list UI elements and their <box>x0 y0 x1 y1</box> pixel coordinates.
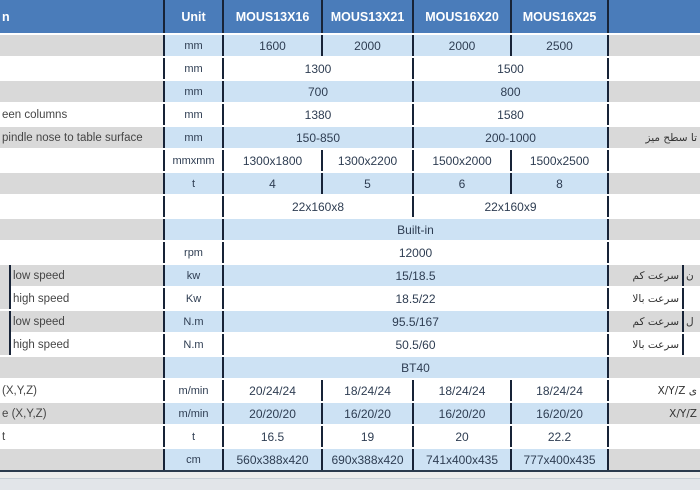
row-label: pindle nose to table surface <box>0 126 164 149</box>
unit-cell <box>164 218 223 241</box>
value-cell: 1300x2200 <box>322 149 413 172</box>
value-cell: 200-1000 <box>413 126 608 149</box>
model-header: MOUS13X16 <box>223 0 322 34</box>
fa-label <box>608 356 700 379</box>
left-merged-label-fragment <box>0 264 10 310</box>
value-cell: 1380 <box>223 103 413 126</box>
unit-cell: mmxmm <box>164 149 223 172</box>
table-row <box>0 57 700 80</box>
value-cell: 1600 <box>223 34 322 57</box>
unit-cell: m/min <box>164 379 223 402</box>
row-label <box>0 57 164 80</box>
fa-label: X/Y/Z ی <box>608 379 700 402</box>
value-cell: 1500x2500 <box>511 149 608 172</box>
row-label: e (X,Y,Z) <box>0 402 164 425</box>
bottom-margin-upper <box>0 472 700 479</box>
unit-cell <box>164 356 223 379</box>
unit-cell: mm <box>164 34 223 57</box>
fa-label <box>608 103 700 126</box>
value-cell: 22x160x8 <box>223 195 413 218</box>
value-cell: 16.5 <box>223 425 322 448</box>
sub-label: low speed <box>10 310 164 333</box>
value-cell: 690x388x420 <box>322 448 413 471</box>
row-label <box>0 356 164 379</box>
value-cell: BT40 <box>223 356 608 379</box>
unit-cell <box>164 195 223 218</box>
value-cell: 22x160x9 <box>413 195 608 218</box>
corner-label-fragment: n <box>0 0 164 34</box>
value-cell: 20 <box>413 425 511 448</box>
value-cell: 8 <box>511 172 608 195</box>
fa-label: تا سطح میز <box>608 126 700 149</box>
value-cell: 20/20/20 <box>223 402 322 425</box>
fa-label <box>608 241 700 264</box>
fa-sublabel: سرعت بالا <box>608 333 683 356</box>
fa-edge-fragment: ل <box>683 310 700 333</box>
value-cell: 22.2 <box>511 425 608 448</box>
value-cell: 700 <box>223 80 413 103</box>
value-cell: 18/24/24 <box>511 379 608 402</box>
fa-sublabel: سرعت کم <box>608 310 683 333</box>
row-label <box>0 218 164 241</box>
unit-cell: Kw <box>164 287 223 310</box>
fa-label <box>608 172 700 195</box>
value-cell: 4 <box>223 172 322 195</box>
value-cell: Built-in <box>223 218 608 241</box>
fa-edge-fragment <box>683 287 700 310</box>
table-row <box>0 402 700 425</box>
value-cell: 50.5/60 <box>223 333 608 356</box>
fa-label <box>608 34 700 57</box>
fa-label <box>608 80 700 103</box>
model-header: MOUS13X21 <box>322 0 413 34</box>
table-row <box>0 425 700 448</box>
unit-cell: rpm <box>164 241 223 264</box>
value-cell: 800 <box>413 80 608 103</box>
model-header: MOUS16X25 <box>511 0 608 34</box>
table-row <box>0 218 700 241</box>
table-row <box>0 172 700 195</box>
value-cell: 5 <box>322 172 413 195</box>
bottom-margin <box>0 472 700 490</box>
fa-label <box>608 149 700 172</box>
table-row <box>0 80 700 103</box>
value-cell: 1500 <box>413 57 608 80</box>
left-merged-label-fragment <box>0 310 10 356</box>
value-cell: 6 <box>413 172 511 195</box>
row-label: t <box>0 425 164 448</box>
unit-cell: t <box>164 172 223 195</box>
fa-label <box>608 218 700 241</box>
value-cell: 2000 <box>322 34 413 57</box>
fa-sublabel: سرعت بالا <box>608 287 683 310</box>
fa-column-header <box>608 0 700 34</box>
bottom-margin-lower <box>0 479 700 490</box>
value-cell: 18.5/22 <box>223 287 608 310</box>
value-cell: 1300 <box>223 57 413 80</box>
value-cell: 18/24/24 <box>322 379 413 402</box>
unit-cell: mm <box>164 80 223 103</box>
fa-label <box>608 195 700 218</box>
value-cell: 2500 <box>511 34 608 57</box>
fa-label <box>608 57 700 80</box>
row-label <box>0 149 164 172</box>
table-row <box>0 310 700 333</box>
table-row <box>0 241 700 264</box>
sub-label: high speed <box>10 333 164 356</box>
table-row <box>0 149 700 172</box>
value-cell: 16/20/20 <box>511 402 608 425</box>
sub-label: low speed <box>10 264 164 287</box>
table-row <box>0 264 700 287</box>
unit-column-header: Unit <box>164 0 223 34</box>
value-cell: 15/18.5 <box>223 264 608 287</box>
table-row <box>0 356 700 379</box>
table-row <box>0 333 700 356</box>
row-label: een columns <box>0 103 164 126</box>
unit-cell: mm <box>164 103 223 126</box>
table-row <box>0 195 700 218</box>
value-cell: 777x400x435 <box>511 448 608 471</box>
value-cell: 12000 <box>223 241 608 264</box>
value-cell: 95.5/167 <box>223 310 608 333</box>
unit-cell: m/min <box>164 402 223 425</box>
value-cell: 560x388x420 <box>223 448 322 471</box>
fa-edge-fragment <box>683 333 700 356</box>
table-row <box>0 287 700 310</box>
unit-cell: kw <box>164 264 223 287</box>
value-cell: 18/24/24 <box>413 379 511 402</box>
value-cell: 20/24/24 <box>223 379 322 402</box>
value-cell: 150-850 <box>223 126 413 149</box>
value-cell: 16/20/20 <box>413 402 511 425</box>
value-cell: 1580 <box>413 103 608 126</box>
header-row <box>0 0 700 34</box>
unit-cell: mm <box>164 126 223 149</box>
value-cell: 19 <box>322 425 413 448</box>
value-cell: 16/20/20 <box>322 402 413 425</box>
fa-label <box>608 448 700 471</box>
row-label: (X,Y,Z) <box>0 379 164 402</box>
row-label <box>0 34 164 57</box>
fa-label: X/Y/Z <box>608 402 700 425</box>
value-cell: 1300x1800 <box>223 149 322 172</box>
row-label <box>0 172 164 195</box>
fa-sublabel: سرعت کم <box>608 264 683 287</box>
unit-cell: N.m <box>164 310 223 333</box>
value-cell: 1500x2000 <box>413 149 511 172</box>
table-row <box>0 103 700 126</box>
table-row <box>0 34 700 57</box>
row-label <box>0 241 164 264</box>
table-row <box>0 126 700 149</box>
fa-label <box>608 425 700 448</box>
value-cell: 2000 <box>413 34 511 57</box>
unit-cell: mm <box>164 57 223 80</box>
table-row <box>0 448 700 471</box>
sub-label: high speed <box>10 287 164 310</box>
value-cell: 741x400x435 <box>413 448 511 471</box>
row-label <box>0 80 164 103</box>
unit-cell: t <box>164 425 223 448</box>
model-header: MOUS16X20 <box>413 0 511 34</box>
table-row <box>0 379 700 402</box>
unit-cell: N.m <box>164 333 223 356</box>
row-label <box>0 448 164 471</box>
unit-cell: cm <box>164 448 223 471</box>
row-label <box>0 195 164 218</box>
fa-edge-fragment: ن <box>683 264 700 287</box>
